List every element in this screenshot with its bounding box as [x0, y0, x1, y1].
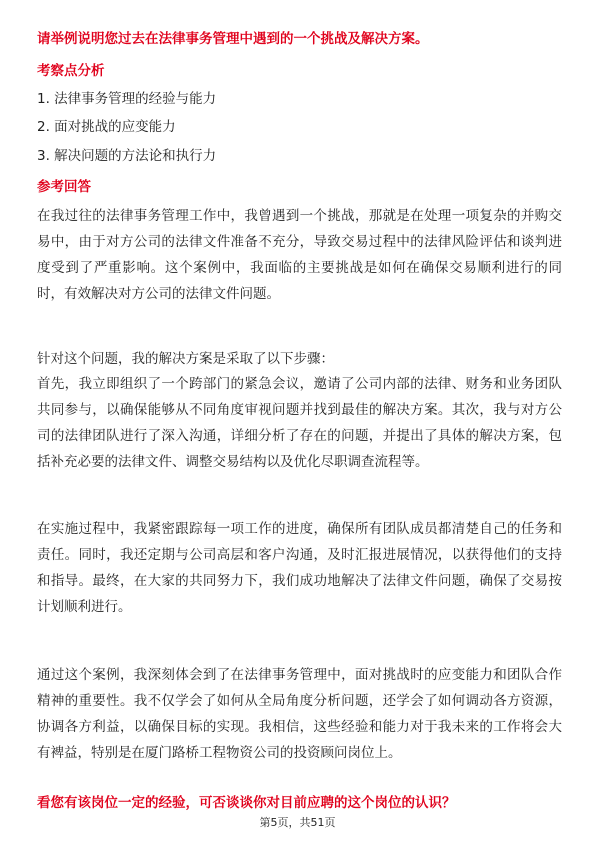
answer-heading: 参考回答	[37, 179, 91, 195]
answer-paragraph: 在我过往的法律事务管理工作中，我曾遇到一个挑战，那就是在处理一项复杂的并购交易中，由于对方公司的法律文件准备不充分，导致交易过程中的法律风险评估和谈判进度受到了严重影响。这个案例中，我面临的主要挑战是如何在确保交易顺利进行的同时，有效解决对方公司的法律文件问题。	[37, 208, 562, 302]
page-number: 第5页，共51页	[259, 816, 336, 829]
analysis-heading: 考察点分析	[37, 63, 105, 79]
question-title: 请举例说明您过去在法律事务管理中遇到的一个挑战及解决方案。	[37, 31, 429, 47]
analysis-point: 1. 法律事务管理的经验与能力	[37, 91, 217, 107]
analysis-point: 2. 面对挑战的应变能力	[37, 119, 176, 135]
analysis-point: 3. 解决问题的方法论和执行力	[37, 148, 217, 164]
next-question-title: 看您有该岗位一定的经验，可否谈谈你对目前应聘的这个岗位的认识？	[37, 795, 456, 811]
answer-paragraph: 首先，我立即组织了一个跨部门的紧急会议，邀请了公司内部的法律、财务和业务团队共同参与，以确保能够从不同角度审视问题并找到最佳的解决方案。其次，我与对方公司的法律团队进行了深入沟通，详细分析了存在的问题，并提出了具体的解决方案，包括补充必要的法律文件、调整交易结构以及优化尽职调查流程等。	[37, 376, 562, 470]
answer-paragraph: 在实施过程中，我紧密跟踪每一项工作的进度，确保所有团队成员都清楚自己的任务和责任。同时，我还定期与公司高层和客户沟通，及时汇报进展情况，以获得他们的支持和指导。最终，在大家的共同努力下，我们成功地解决了法律文件问题，确保了交易按计划顺利进行。	[37, 521, 562, 615]
answer-paragraph: 通过这个案例，我深刻体会到了在法律事务管理中，面对挑战时的应变能力和团队合作精神的重要性。我不仅学会了如何从全局角度分析问题，还学会了如何调动各方资源，协调各方利益，以确保目标的实现。我相信，这些经验和能力对于我未来的工作将会大有裨益，特别是在厦门路桥工程物资公司的投资顾问岗位上。	[37, 667, 562, 761]
answer-paragraph: 针对这个问题，我的解决方案是采取了以下步骤：	[37, 351, 334, 367]
